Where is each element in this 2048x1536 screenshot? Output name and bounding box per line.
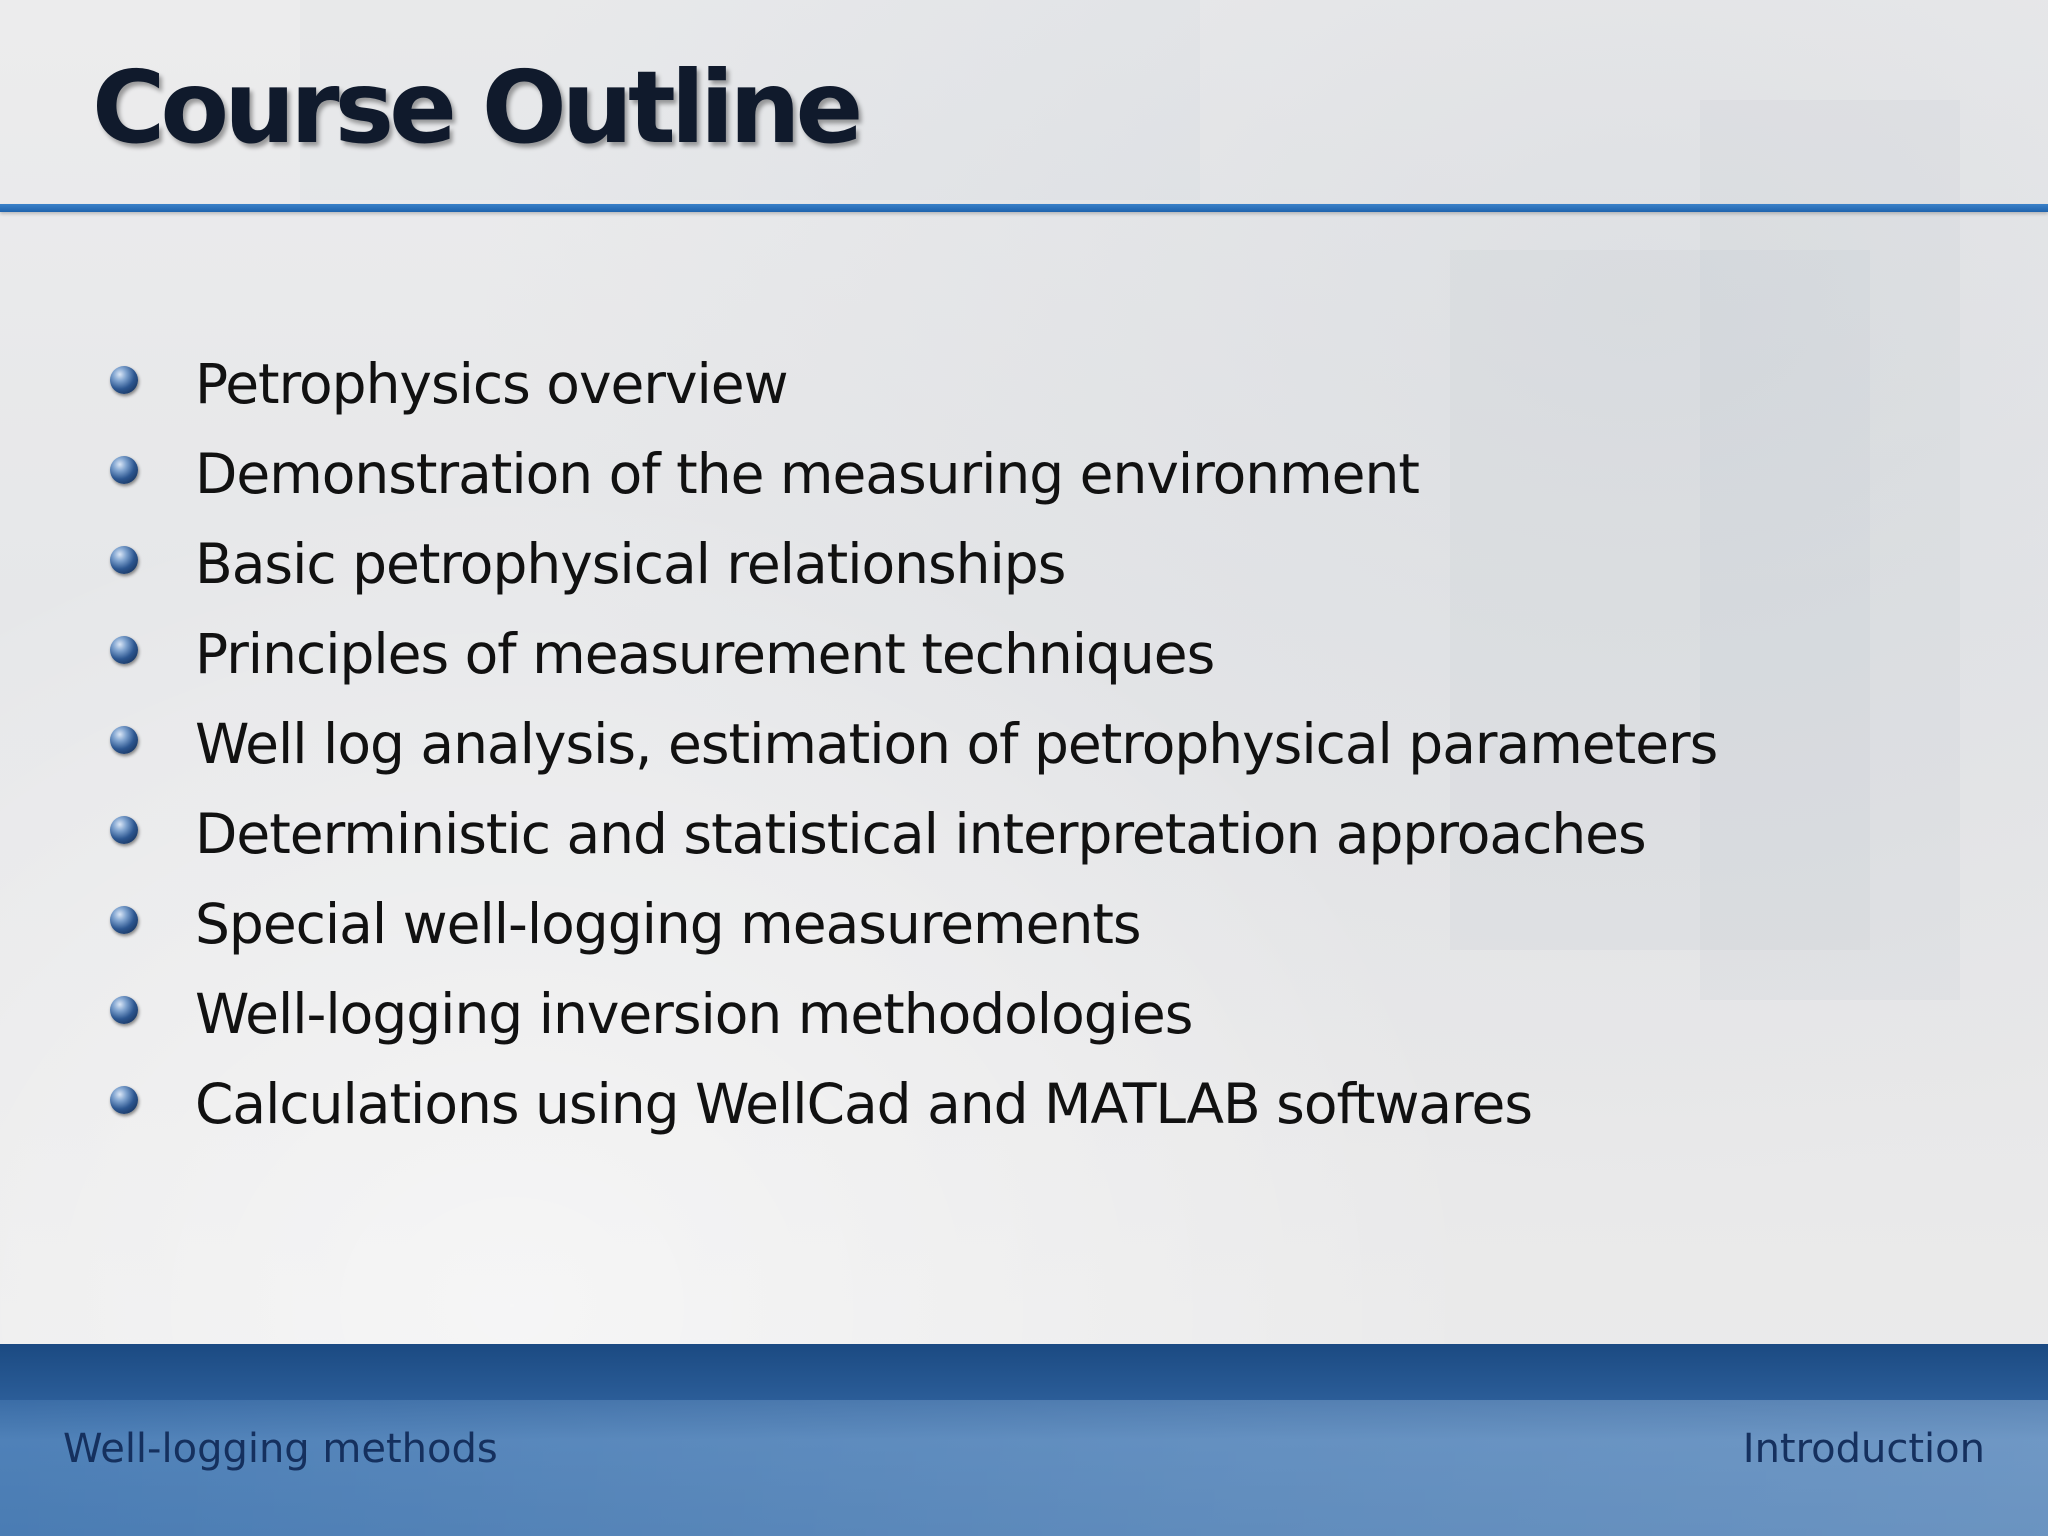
list-item-text: Principles of measurement techniques xyxy=(195,622,1215,686)
list-item-text: Well-logging inversion methodologies xyxy=(195,982,1193,1046)
list-item-text: Deterministic and statistical interpretation approaches xyxy=(195,802,1646,866)
sphere-bullet-icon xyxy=(110,1086,138,1114)
sphere-bullet-icon xyxy=(110,996,138,1024)
sphere-bullet-icon xyxy=(110,546,138,574)
footer-section-name: Introduction xyxy=(1742,1426,1985,1472)
list-item-text: Well log analysis, estimation of petrophysical parameters xyxy=(195,712,1718,776)
footer-course-name: Well-logging methods xyxy=(63,1426,498,1472)
slide-footer xyxy=(0,1344,2048,1536)
sphere-bullet-icon xyxy=(110,906,138,934)
title-divider xyxy=(0,204,2048,212)
sphere-bullet-icon xyxy=(110,636,138,664)
background-shape xyxy=(1700,100,1960,1000)
sphere-bullet-icon xyxy=(110,816,138,844)
sphere-bullet-icon xyxy=(110,366,138,394)
list-item-text: Basic petrophysical relationships xyxy=(195,532,1066,596)
sphere-bullet-icon xyxy=(110,726,138,754)
list-item-text: Calculations using WellCad and MATLAB softwares xyxy=(195,1072,1533,1136)
list-item-text: Demonstration of the measuring environment xyxy=(195,442,1419,506)
list-item-text: Special well-logging measurements xyxy=(195,892,1141,956)
sphere-bullet-icon xyxy=(110,456,138,484)
slide-title: Course Outline xyxy=(92,49,859,166)
footer-band xyxy=(0,1344,2048,1400)
list-item-text: Petrophysics overview xyxy=(195,352,788,416)
